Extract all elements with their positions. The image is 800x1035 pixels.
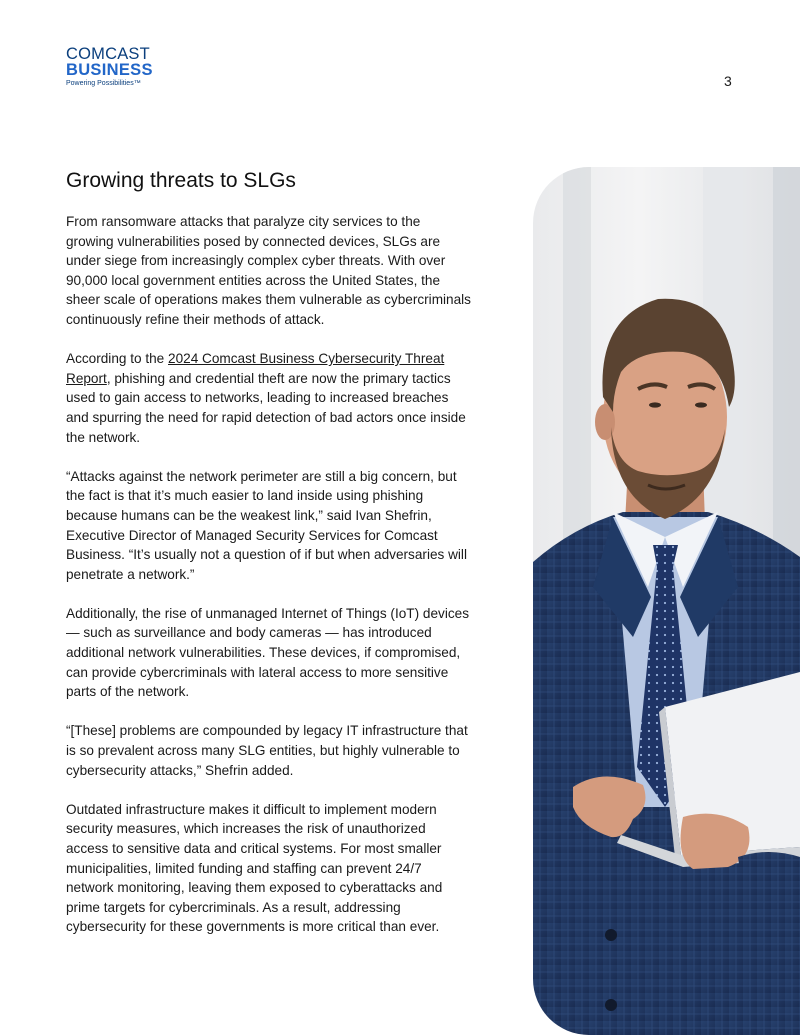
logo-tagline: Powering Possibilities™ (66, 80, 141, 87)
paragraph-4: Additionally, the rise of unmanaged Internet of Things (IoT) devices — such as surveillance and body cameras — has introduced additional network vulnerabilities. These devices, if compromised, can provide cybercriminals with lateral access to more sensitive parts of the network. (66, 605, 469, 700)
paragraph-3: “Attacks against the network perimeter are still a big concern, but the fact is that it’s much easier to land inside using phishing because humans can be the weakest link,” said Ivan Shefrin, Executive Director of Managed Security Services for Comcast Business. “It’s usually not a question of if but when adversaries will penetrate a network.” (66, 468, 467, 582)
paragraph-1: From ransomware attacks that paralyze city services to the growing vulnerabilities posed by connected devices, SLGs are under siege from increasingly complex cyber threats. With over 90,000 local government entities across the United States, the sheer scale of operations makes them vulnerable as cybercriminals continuously refine their methods of attack. (66, 214, 471, 327)
businessman-laptop-photo (533, 167, 800, 1035)
logo-wordmark-business: BUSINESS (66, 61, 153, 79)
page-title: Growing threats to SLGs (66, 169, 296, 192)
comcast-business-logo (66, 46, 153, 89)
logo-wordmark-comcast: COMCAST (66, 45, 150, 63)
threat-report-link[interactable]: 2024 Comcast Business Cybersecurity Threat Report (66, 351, 445, 386)
paragraph-2-lead: According to the (66, 351, 169, 367)
paragraph-2-rest: , phishing and credential theft are now the primary tactics used to gain access to networks, leading to increased breaches and spurring the need for rapid detection of bad actors once inside the network. (66, 370, 466, 445)
paragraph-6: Outdated infrastructure makes it difficult to implement modern security measures, which increases the risk of unauthorized access to sensitive data and critical systems. For most smaller municipalities, limited funding and staffing can prevent 24/7 network monitoring, leaving them exposed to cyberattacks and prime targets for cybercriminals. As a result, addressing cybersecurity for these governments is more critical than ever. (66, 801, 443, 935)
paragraph-2 (66, 349, 471, 447)
article-body (66, 212, 471, 957)
photo-illustration (533, 167, 800, 1035)
paragraph-5: “[These] problems are compounded by legacy IT infrastructure that is so prevalent across many SLG entities, but highly vulnerable to cybersecurity attacks,” Shefrin added. (66, 723, 468, 778)
page-number: 3 (724, 73, 732, 89)
